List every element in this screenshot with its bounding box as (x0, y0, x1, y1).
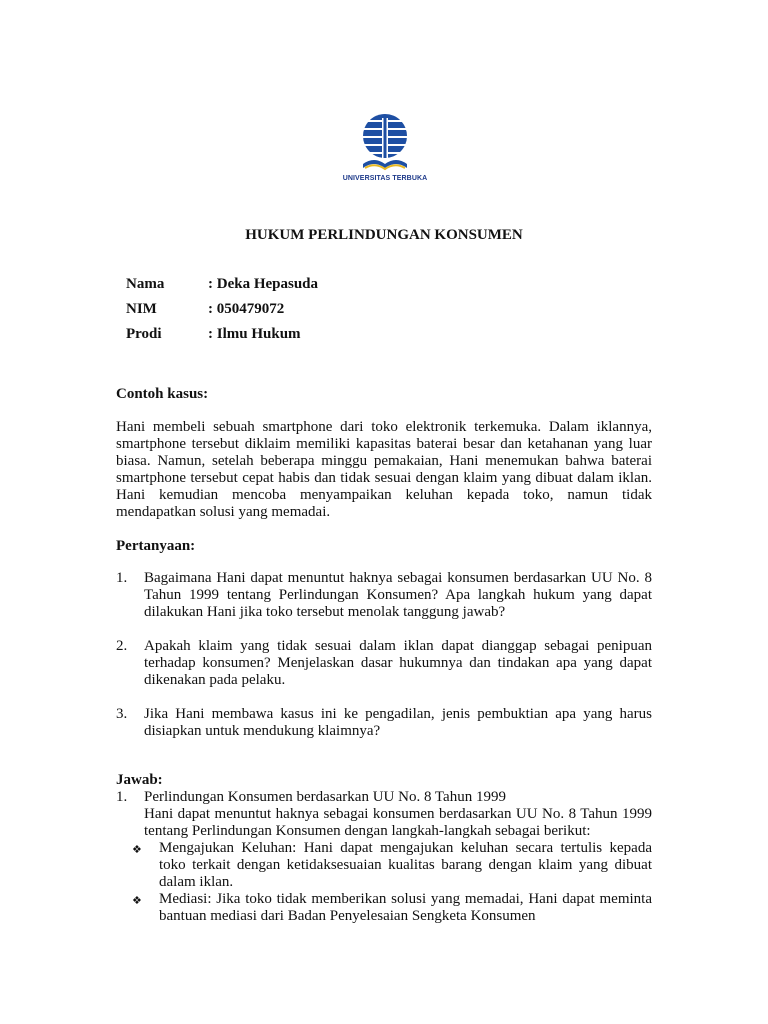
bullet-text: Mengajukan Keluhan: Hani dapat mengajukan keluhan secara tertulis kepada toko terkait dengan ketidaksesuaian kualitas barang dengan klaim yang dibuat dalam iklan. (159, 840, 652, 890)
identity-row-nim (126, 301, 318, 326)
questions-heading: Pertanyaan: (116, 538, 196, 554)
identity-label: Nama (126, 276, 165, 292)
question-text: Apakah klaim yang tidak sesuai dalam iklan dapat dianggap sebagai penipuan terhadap konsumen? Menjelaskan dasar hukumnya dan tindakan apa yang dapat dikenakan pada pelaku. (144, 638, 652, 688)
answer-number: 1. (116, 789, 128, 805)
question-number: 3. (116, 706, 128, 722)
answer-intro: Hani dapat menuntut haknya sebagai konsumen berdasarkan UU No. 8 Tahun 1999 tentang Perlindungan Konsumen dengan langkah-langkah sebagai berikut: (144, 806, 652, 839)
identity-row-nama (126, 276, 318, 301)
identity-value: : 050479072 (208, 301, 285, 317)
question-number: 2. (116, 638, 128, 654)
case-text: Hani membeli sebuah smartphone dari toko elektronik terkemuka. Dalam iklannya, smartphone tersebut diklaim memiliki kapasitas baterai besar dan ketahanan yang luar biasa. Namun, setelah beberapa minggu pemakaian, Hani menemukan bahwa baterai smartphone tersebut cepat habis dan tidak sesuai dengan klaim yang dibuat dalam iklan. Hani kemudian mencoba menyampaikan keluhan kepada toko, namun tidak mendapatkan solusi yang memadai. (116, 419, 652, 520)
identity-label: Prodi (126, 326, 162, 342)
question-item-3 (116, 706, 652, 740)
answer-heading: Jawab: (116, 772, 163, 788)
university-logo (330, 112, 440, 196)
question-number: 1. (116, 570, 128, 586)
answer-bullet-1 (132, 840, 652, 891)
question-text: Jika Hani membawa kasus ini ke pengadilan, jenis pembuktian apa yang harus disiapkan untuk mendukung klaimnya? (144, 706, 652, 739)
question-text: Bagaimana Hani dapat menuntut haknya sebagai konsumen berdasarkan UU No. 8 Tahun 1999 tentang Perlindungan Konsumen? Apa langkah hukum yang dapat dilakukan Hani jika toko tersebut menolak tanggung jawab? (144, 570, 652, 620)
question-item-2 (116, 638, 652, 689)
answer-item-title: Perlindungan Konsumen berdasarkan UU No. 8 Tahun 1999 (144, 789, 506, 805)
logo-text: UNIVERSITAS TERBUKA (342, 175, 428, 182)
identity-value: : Ilmu Hukum (208, 326, 301, 342)
case-heading: Contoh kasus: (116, 386, 209, 402)
university-emblem-icon (357, 112, 413, 174)
identity-row-prodi (126, 326, 318, 351)
identity-value: : Deka Hepasuda (208, 276, 319, 292)
diamond-bullet-icon: ❖ (132, 894, 142, 907)
bullet-text: Mediasi: Jika toko tidak memberikan solusi yang memadai, Hani dapat meminta bantuan mediasi dari Badan Penyelesaian Sengketa Konsumen (159, 891, 652, 924)
answer-bullet-2 (132, 891, 652, 925)
diamond-bullet-icon: ❖ (132, 843, 142, 856)
identity-label: NIM (126, 301, 157, 317)
identity-table (126, 276, 318, 351)
question-item-1 (116, 570, 652, 621)
document-title: HUKUM PERLINDUNGAN KONSUMEN (245, 227, 523, 243)
answer-item-1 (116, 789, 652, 806)
